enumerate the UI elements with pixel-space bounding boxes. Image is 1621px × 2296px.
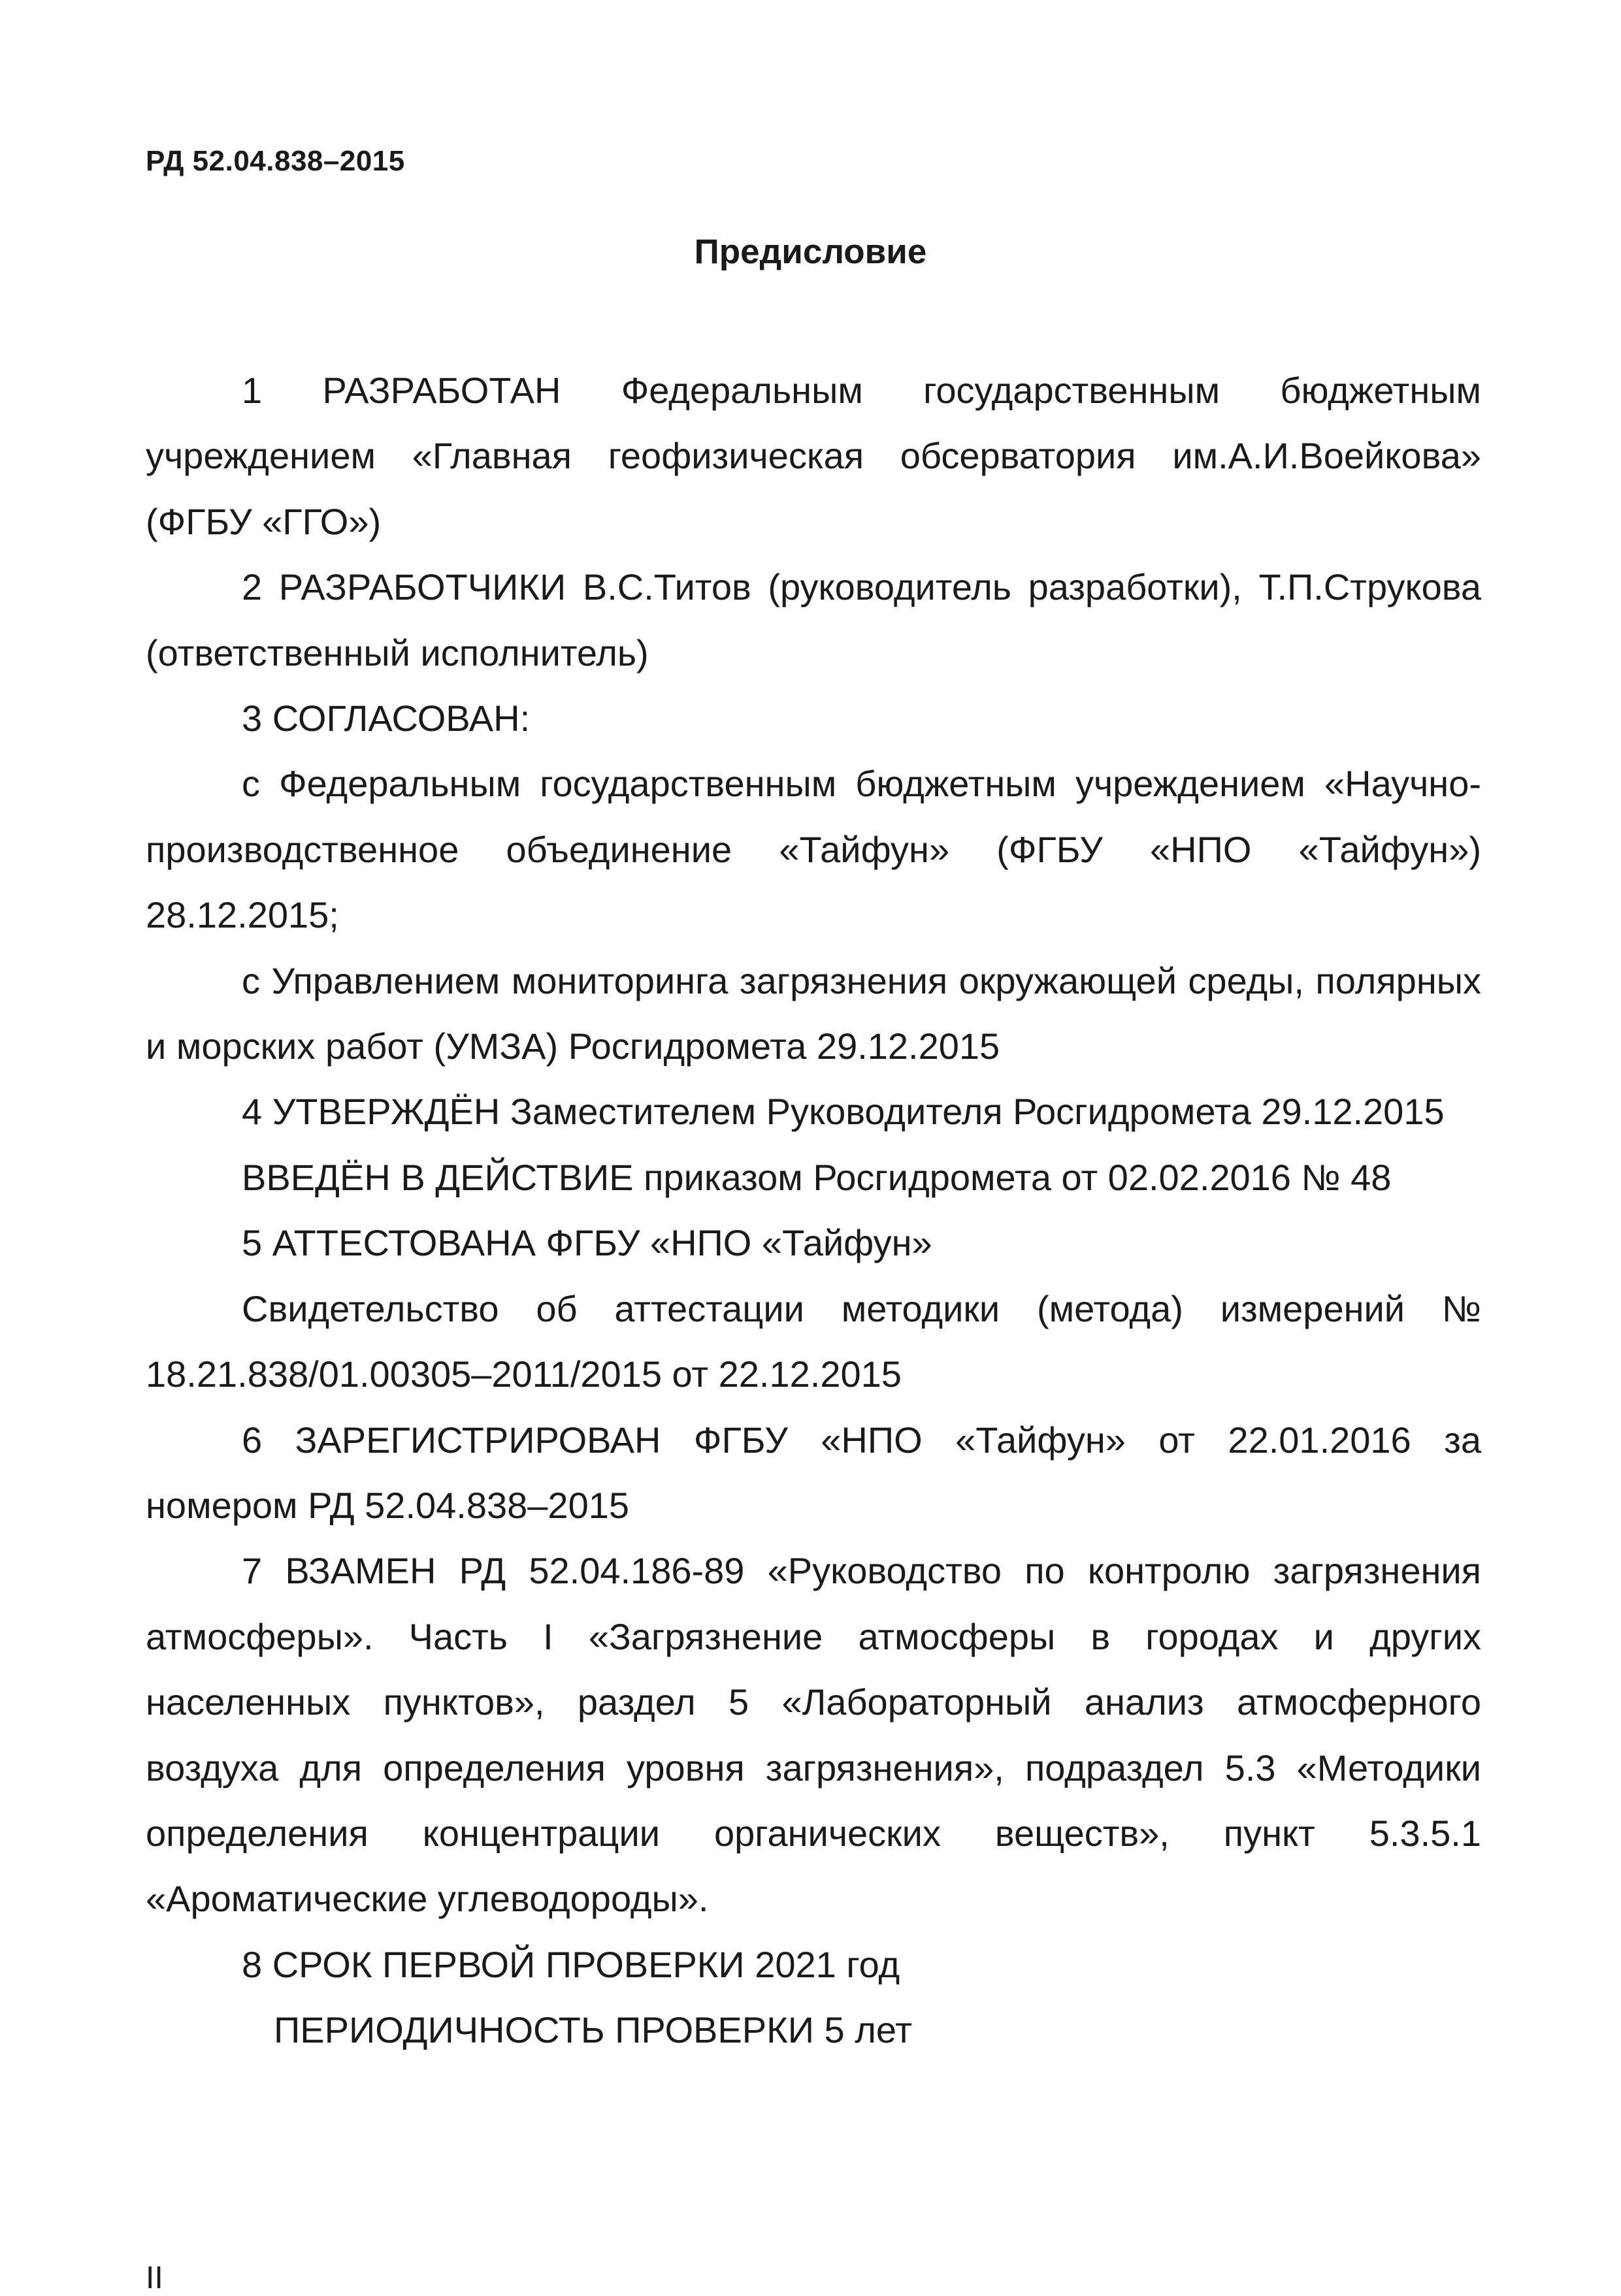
- page-title: Предисловие: [694, 233, 927, 271]
- paragraph-first-check: 8 СРОК ПЕРВОЙ ПРОВЕРКИ 2021 год: [242, 1943, 900, 1985]
- foreword-body: [146, 358, 1481, 2063]
- paragraph-agreed-umza: с Управлением мониторинга загрязнения окружающей среды, полярных и морских работ (УМЗА) Росгидромета 29.12.2015: [146, 960, 1481, 1067]
- paragraph-agreed-taifun: с Федеральным государственным бюджетным учреждением «Научно-производственное объединение «Тайфун» (ФГБУ «НПО «Тайфун») 28.12.2015;: [146, 763, 1481, 936]
- paragraph-check-period: ПЕРИОДИЧНОСТЬ ПРОВЕРКИ 5 лет: [274, 2009, 912, 2051]
- paragraph-put-into-effect: ВВЕДЁН В ДЕЙСТВИЕ приказом Росгидромета от 02.02.2016 № 48: [242, 1156, 1392, 1198]
- paragraph-replaces: 7 ВЗАМЕН РД 52.04.186-89 «Руководство по контролю загрязнения атмосферы». Часть I «Загрязнение атмосферы в городах и других населенных пунктов», раздел 5 «Лабораторный анализ атмосферного воздуха для определения уровня загрязнения», подраздел 5.3 «Методики определения концентрации органических веществ», пункт 5.3.5.1 «Ароматические углеводороды».: [146, 1550, 1481, 1920]
- paragraph-certified: 5 АТТЕСТОВАНА ФГБУ «НПО «Тайфун»: [242, 1222, 932, 1264]
- paragraph-developers: 2 РАЗРАБОТЧИКИ В.С.Титов (руководитель разработки), Т.П.Струкова (ответственный исполнитель): [146, 566, 1481, 673]
- paragraph-approved: 4 УТВЕРЖДЁН Заместителем Руководителя Росгидромета 29.12.2015: [242, 1091, 1445, 1133]
- paragraph-certificate: Свидетельство об аттестации методики (метода) измерений № 18.21.838/01.00305–2011/2015 от 22.12.2015: [146, 1287, 1481, 1395]
- page-number: II: [146, 2261, 163, 2295]
- paragraph-agreed: 3 СОГЛАСОВАН:: [242, 698, 531, 739]
- paragraph-registered: 6 ЗАРЕГИСТРИРОВАН ФГБУ «НПО «Тайфун» от 22.01.2016 за номером РД 52.04.838–2015: [146, 1419, 1481, 1526]
- document-code: РД 52.04.838–2015: [146, 145, 405, 177]
- paragraph-developed: 1 РАЗРАБОТАН Федеральным государственным бюджетным учреждением «Главная геофизическая обсерватория им.А.И.Воейкова» (ФГБУ «ГГО»): [146, 370, 1481, 542]
